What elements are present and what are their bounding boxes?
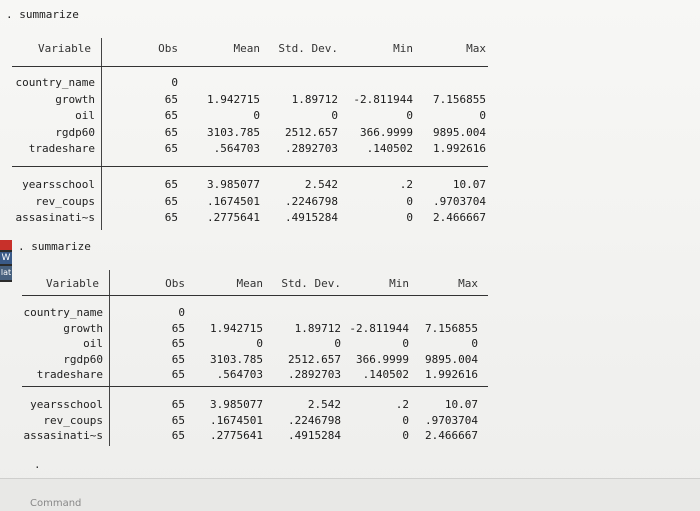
- cell-min: 0: [402, 337, 409, 350]
- cell-mean: 3.985077: [207, 178, 260, 191]
- cell-min: 0: [406, 211, 413, 224]
- cell-min: .2: [399, 178, 413, 191]
- cell-obs: 65: [164, 92, 178, 106]
- cell-max: 9895.004: [425, 352, 478, 366]
- column-header-sd: Std. Dev.: [281, 277, 341, 290]
- command-line-1: . summarize: [6, 8, 79, 21]
- variable-name: rgdp60: [55, 125, 95, 139]
- variable-name: country_name: [23, 306, 103, 319]
- cell-obs: 65: [164, 109, 178, 122]
- cell-min: 366.9999: [356, 352, 409, 366]
- red-marker: [0, 240, 12, 250]
- cell-obs: 65: [164, 142, 178, 155]
- group-rule: [12, 166, 488, 167]
- command-bar[interactable]: [0, 478, 700, 511]
- column-header-mean: Mean: [233, 42, 260, 55]
- cell-min: .140502: [362, 368, 409, 381]
- cell-obs: 65: [171, 368, 185, 381]
- cell-obs: 65: [171, 429, 185, 442]
- header-rule: [12, 66, 488, 67]
- cell-sd: 2.542: [304, 178, 338, 191]
- cell-mean: .1674501: [207, 194, 260, 208]
- cell-min: .140502: [366, 142, 413, 155]
- variable-name: rgdp60: [63, 352, 103, 366]
- cell-max: .9703704: [425, 413, 478, 427]
- cell-obs: 65: [171, 398, 185, 411]
- cell-sd: .2892703: [288, 368, 341, 381]
- cell-sd: .2892703: [285, 142, 338, 155]
- cell-mean: 3.985077: [210, 398, 263, 411]
- side-label-lat: lat: [0, 266, 12, 280]
- variable-name: growth: [55, 92, 95, 106]
- variable-name: growth: [63, 321, 103, 335]
- column-header-obs: Obs: [165, 277, 185, 290]
- cell-obs: 65: [171, 352, 185, 366]
- cell-sd: 2.542: [307, 398, 341, 411]
- cell-min: 366.9999: [360, 125, 413, 139]
- cell-max: 9895.004: [433, 125, 486, 139]
- variable-name: assasinati~s: [15, 211, 95, 224]
- variable-name: assasinati~s: [23, 429, 103, 442]
- cell-obs: 65: [171, 321, 185, 335]
- column-header-max: Max: [458, 277, 478, 290]
- cell-mean: 0: [253, 109, 260, 122]
- cell-mean: 3103.785: [207, 125, 260, 139]
- cell-max: 0: [471, 337, 478, 350]
- cell-mean: 1.942715: [207, 92, 260, 106]
- variable-name: oil: [83, 337, 103, 350]
- cell-mean: .2775641: [207, 211, 260, 224]
- cell-obs: 65: [164, 211, 178, 224]
- side-label-w: W: [1, 253, 11, 263]
- cell-mean: .1674501: [210, 413, 263, 427]
- cell-obs: 65: [171, 337, 185, 350]
- variable-name: rev_coups: [35, 194, 95, 208]
- cell-sd: .2246798: [285, 194, 338, 208]
- cell-max: 0: [479, 109, 486, 122]
- cell-max: 7.156855: [425, 321, 478, 335]
- variable-name: oil: [75, 109, 95, 122]
- cell-min: 0: [402, 429, 409, 442]
- cell-sd: .4915284: [285, 211, 338, 224]
- cell-max: 1.992616: [433, 142, 486, 155]
- header-rule: [22, 295, 488, 296]
- cell-sd: 1.89712: [291, 92, 338, 106]
- cell-mean: 1.942715: [210, 321, 263, 335]
- column-header-mean: Mean: [236, 277, 263, 290]
- cell-obs: 65: [164, 178, 178, 191]
- column-header-sd: Std. Dev.: [278, 42, 338, 55]
- cell-min: .2: [395, 398, 409, 411]
- cell-obs: 65: [164, 194, 178, 208]
- cell-sd: 2512.657: [288, 352, 341, 366]
- cell-min: 0: [406, 194, 413, 208]
- cell-mean: .564703: [216, 368, 263, 381]
- cell-min: -2.811944: [353, 92, 413, 106]
- column-header-max: Max: [466, 42, 486, 55]
- cell-max: 2.466667: [425, 429, 478, 442]
- column-header-min: Min: [389, 277, 409, 290]
- command-prompt: .: [34, 458, 41, 471]
- cell-obs: 65: [164, 125, 178, 139]
- cell-min: -2.811944: [349, 321, 409, 335]
- column-header-min: Min: [393, 42, 413, 55]
- cell-max: 2.466667: [433, 211, 486, 224]
- cell-mean: 0: [256, 337, 263, 350]
- group-rule: [22, 386, 488, 387]
- cell-sd: 1.89712: [294, 321, 341, 335]
- cell-mean: .564703: [213, 142, 260, 155]
- cell-max: 1.992616: [425, 368, 478, 381]
- cell-obs: 0: [178, 306, 185, 319]
- variable-name: yearsschool: [22, 178, 95, 191]
- cell-sd: .2246798: [288, 413, 341, 427]
- variable-name: yearsschool: [30, 398, 103, 411]
- column-header-variable: Variable: [46, 277, 99, 290]
- cell-min: 0: [406, 109, 413, 122]
- cell-sd: 0: [334, 337, 341, 350]
- cell-max: 10.07: [452, 178, 486, 191]
- column-header-variable: Variable: [38, 42, 91, 55]
- cell-sd: 0: [331, 109, 338, 122]
- cell-max: .9703704: [433, 194, 486, 208]
- cell-min: 0: [402, 413, 409, 427]
- cell-mean: 3103.785: [210, 352, 263, 366]
- cell-obs: 0: [171, 76, 178, 89]
- cell-sd: 2512.657: [285, 125, 338, 139]
- variable-name: country_name: [15, 76, 95, 89]
- variable-name: tradeshare: [36, 368, 103, 381]
- command-label: Command: [30, 498, 82, 509]
- variable-name: rev_coups: [43, 413, 103, 427]
- cell-obs: 65: [171, 413, 185, 427]
- variable-name: tradeshare: [28, 142, 95, 155]
- cell-mean: .2775641: [210, 429, 263, 442]
- window-edge-strip: [0, 240, 12, 282]
- cell-max: 10.07: [444, 398, 478, 411]
- column-header-obs: Obs: [158, 42, 178, 55]
- cell-max: 7.156855: [433, 92, 486, 106]
- command-line-2: . summarize: [18, 240, 91, 253]
- cell-sd: .4915284: [288, 429, 341, 442]
